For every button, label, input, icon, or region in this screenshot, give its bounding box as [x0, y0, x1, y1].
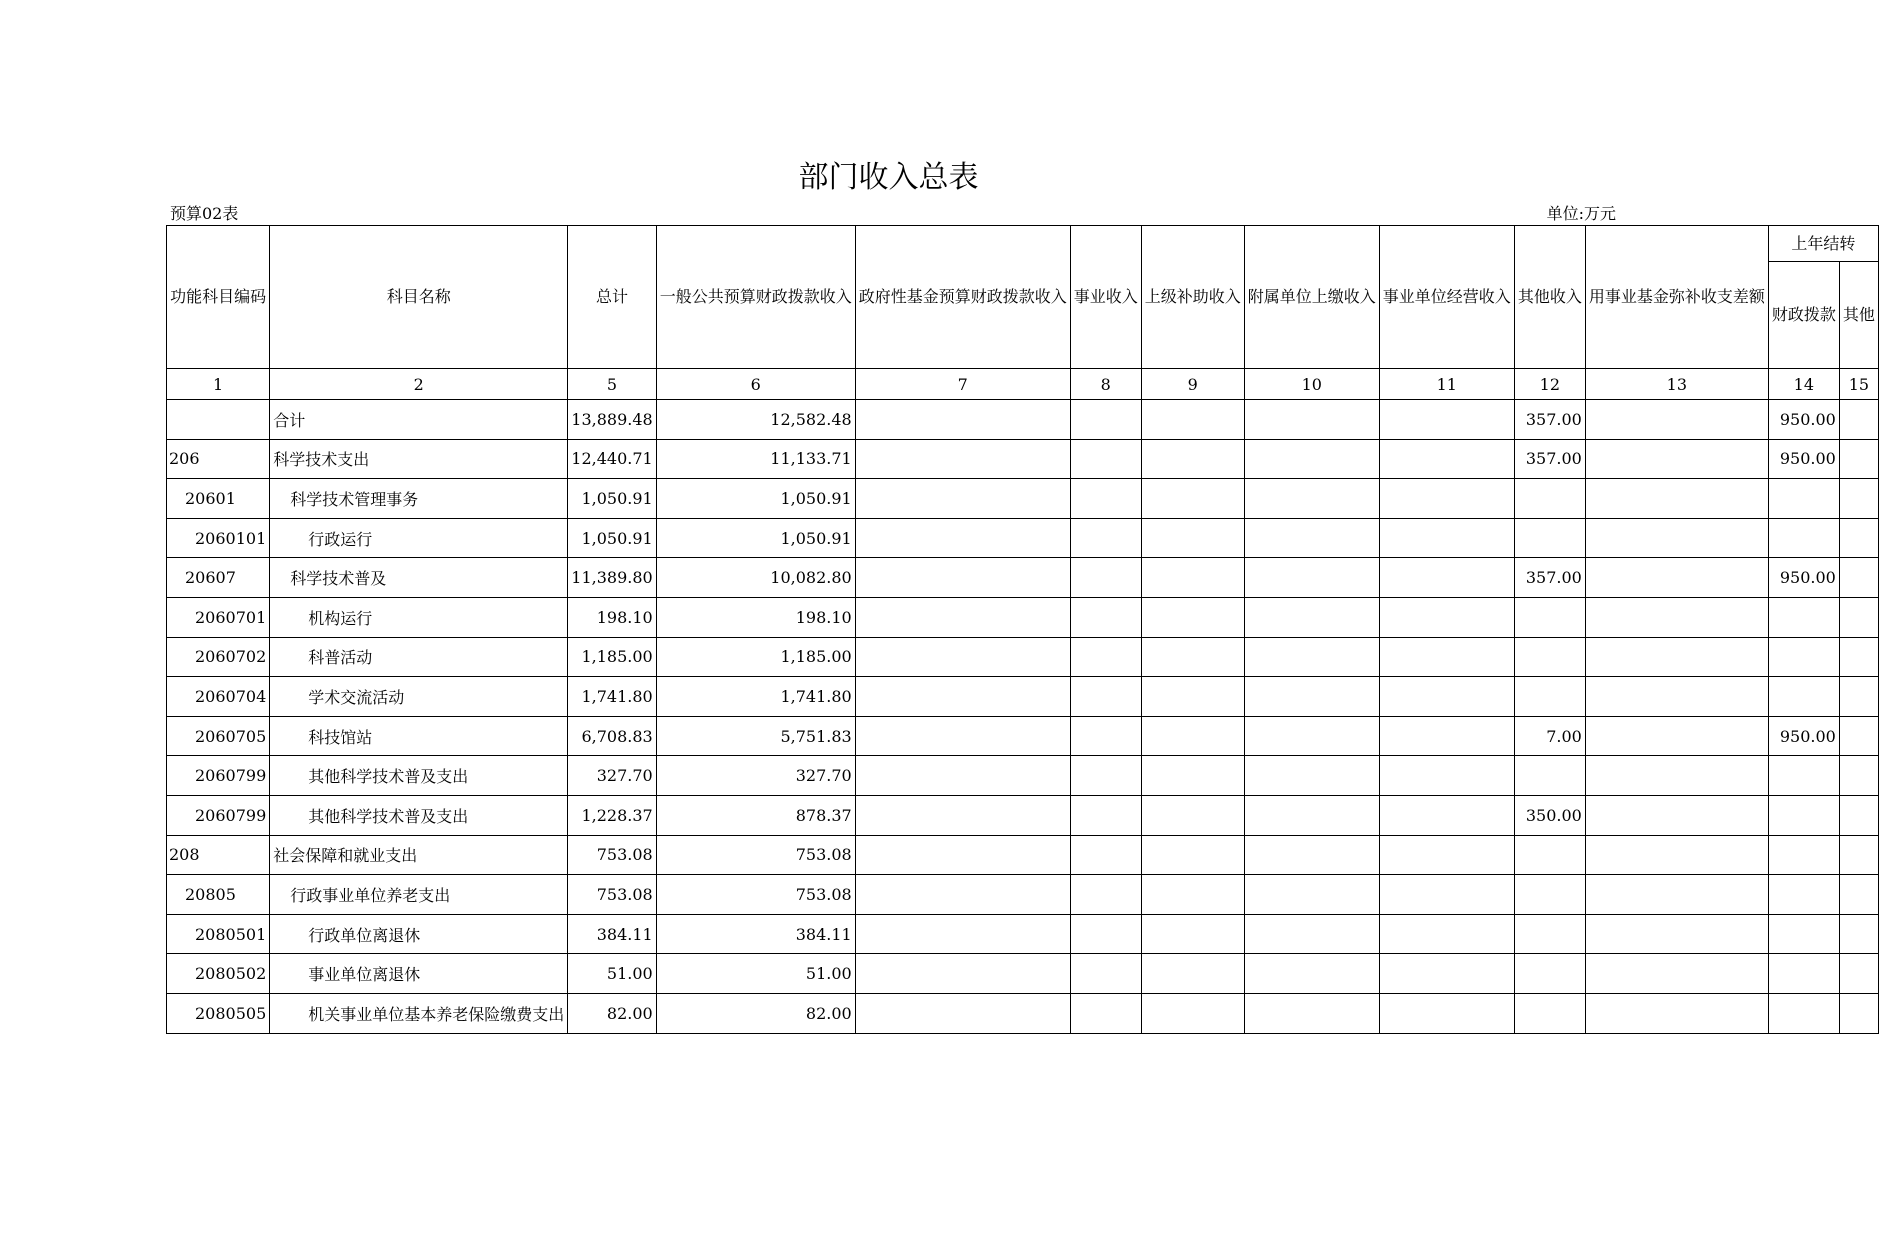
row-name: 其他科学技术普及支出: [270, 756, 568, 796]
cell-superior: [1141, 558, 1244, 598]
row-code: 206: [167, 439, 270, 479]
cell-other: [1514, 479, 1585, 519]
cell-gov-fund: [855, 439, 1070, 479]
cell-general: 1,050.91: [656, 479, 855, 519]
cell-general: 327.70: [656, 756, 855, 796]
header-superior-subsidy: 上级补助收入: [1141, 226, 1244, 369]
cell-other: [1514, 875, 1585, 915]
cell-carry-fiscal: [1768, 914, 1839, 954]
cell-superior: [1141, 795, 1244, 835]
column-number: 11: [1379, 369, 1514, 400]
row-name: 科学技术普及: [270, 558, 568, 598]
cell-other: [1514, 954, 1585, 994]
row-name: 其他科学技术普及支出: [270, 795, 568, 835]
cell-business: [1070, 518, 1141, 558]
row-name: 行政单位离退休: [270, 914, 568, 954]
row-name: 合计: [270, 400, 568, 440]
cell-operating: [1379, 914, 1514, 954]
cell-superior: [1141, 400, 1244, 440]
row-code: 20607: [167, 558, 270, 598]
row-code: 2060701: [167, 597, 270, 637]
cell-affiliated: [1244, 914, 1379, 954]
cell-business: [1070, 439, 1141, 479]
cell-carry-other: [1839, 439, 1878, 479]
cell-carry-fiscal: [1768, 954, 1839, 994]
table-header: [167, 226, 1879, 400]
table-row: [167, 716, 1879, 756]
row-name: 行政运行: [270, 518, 568, 558]
cell-carry-fiscal: 950.00: [1768, 558, 1839, 598]
cell-gov-fund: [855, 835, 1070, 875]
cell-total: 51.00: [568, 954, 656, 994]
cell-other: 357.00: [1514, 400, 1585, 440]
table-row: [167, 597, 1879, 637]
cell-fund-cover: [1585, 677, 1768, 717]
cell-fund-cover: [1585, 914, 1768, 954]
row-code: 2080502: [167, 954, 270, 994]
table-body: [167, 400, 1879, 1034]
column-number: 9: [1141, 369, 1244, 400]
cell-business: [1070, 479, 1141, 519]
cell-superior: [1141, 716, 1244, 756]
cell-other: 357.00: [1514, 558, 1585, 598]
table-row: [167, 954, 1879, 994]
cell-carry-other: [1839, 835, 1878, 875]
cell-carry-other: [1839, 795, 1878, 835]
cell-carry-fiscal: [1768, 875, 1839, 915]
cell-operating: [1379, 518, 1514, 558]
row-code: 2060799: [167, 795, 270, 835]
cell-affiliated: [1244, 400, 1379, 440]
table-row: [167, 518, 1879, 558]
cell-carry-other: [1839, 558, 1878, 598]
header-carryover-group: 上年结转: [1768, 226, 1878, 262]
cell-carry-other: [1839, 677, 1878, 717]
unit-label: 单位:万元: [1546, 204, 1616, 223]
row-code: 2060799: [167, 756, 270, 796]
cell-fund-cover: [1585, 637, 1768, 677]
cell-total: 327.70: [568, 756, 656, 796]
cell-superior: [1141, 914, 1244, 954]
cell-affiliated: [1244, 637, 1379, 677]
cell-business: [1070, 756, 1141, 796]
cell-general: 5,751.83: [656, 716, 855, 756]
column-number: 12: [1514, 369, 1585, 400]
table-row: [167, 795, 1879, 835]
income-summary-table: [166, 225, 1879, 1034]
cell-superior: [1141, 954, 1244, 994]
column-number-row: [167, 369, 1879, 400]
row-name: 行政事业单位养老支出: [270, 875, 568, 915]
cell-carry-fiscal: 950.00: [1768, 400, 1839, 440]
row-code: [167, 400, 270, 440]
header-other-income: 其他收入: [1514, 226, 1585, 369]
cell-general: 878.37: [656, 795, 855, 835]
cell-affiliated: [1244, 518, 1379, 558]
cell-carry-other: [1839, 914, 1878, 954]
header-name: 科目名称: [270, 226, 568, 369]
cell-general: 12,582.48: [656, 400, 855, 440]
cell-superior: [1141, 875, 1244, 915]
cell-fund-cover: [1585, 954, 1768, 994]
cell-operating: [1379, 637, 1514, 677]
table-row: [167, 914, 1879, 954]
row-name: 机关事业单位基本养老保险缴费支出: [270, 993, 568, 1033]
header-total: 总计: [568, 226, 656, 369]
cell-carry-fiscal: 950.00: [1768, 716, 1839, 756]
cell-other: [1514, 835, 1585, 875]
row-name: 社会保障和就业支出: [270, 835, 568, 875]
cell-gov-fund: [855, 597, 1070, 637]
header-gov-fund: 政府性基金预算财政拨款收入: [855, 226, 1070, 369]
cell-business: [1070, 716, 1141, 756]
cell-carry-other: [1839, 597, 1878, 637]
header-carryover-other: 其他: [1839, 262, 1878, 369]
cell-carry-fiscal: [1768, 756, 1839, 796]
cell-other: [1514, 756, 1585, 796]
cell-operating: [1379, 597, 1514, 637]
cell-general: 753.08: [656, 875, 855, 915]
cell-other: [1514, 637, 1585, 677]
cell-general: 753.08: [656, 835, 855, 875]
cell-carry-fiscal: [1768, 835, 1839, 875]
cell-carry-fiscal: [1768, 479, 1839, 519]
cell-gov-fund: [855, 954, 1070, 994]
cell-other: [1514, 597, 1585, 637]
cell-gov-fund: [855, 993, 1070, 1033]
cell-business: [1070, 993, 1141, 1033]
cell-total: 6,708.83: [568, 716, 656, 756]
cell-other: 350.00: [1514, 795, 1585, 835]
cell-carry-fiscal: [1768, 637, 1839, 677]
row-name: 学术交流活动: [270, 677, 568, 717]
cell-superior: [1141, 993, 1244, 1033]
table-row: [167, 993, 1879, 1033]
cell-superior: [1141, 637, 1244, 677]
cell-total: 1,228.37: [568, 795, 656, 835]
cell-business: [1070, 677, 1141, 717]
cell-gov-fund: [855, 756, 1070, 796]
cell-business: [1070, 637, 1141, 677]
form-code-label: 预算02表: [170, 204, 239, 223]
cell-affiliated: [1244, 558, 1379, 598]
cell-fund-cover: [1585, 716, 1768, 756]
row-code: 2060704: [167, 677, 270, 717]
cell-business: [1070, 875, 1141, 915]
cell-general: 82.00: [656, 993, 855, 1033]
row-code: 20805: [167, 875, 270, 915]
page-title: 部门收入总表: [798, 160, 979, 195]
table-row: [167, 875, 1879, 915]
cell-total: 82.00: [568, 993, 656, 1033]
cell-general: 11,133.71: [656, 439, 855, 479]
cell-other: 7.00: [1514, 716, 1585, 756]
cell-total: 198.10: [568, 597, 656, 637]
row-code: 2060705: [167, 716, 270, 756]
cell-business: [1070, 558, 1141, 598]
cell-operating: [1379, 875, 1514, 915]
cell-operating: [1379, 993, 1514, 1033]
cell-general: 1,741.80: [656, 677, 855, 717]
cell-operating: [1379, 479, 1514, 519]
cell-affiliated: [1244, 756, 1379, 796]
cell-affiliated: [1244, 597, 1379, 637]
cell-carry-other: [1839, 518, 1878, 558]
header-fund-cover: 用事业基金弥补收支差额: [1585, 226, 1768, 369]
cell-total: 384.11: [568, 914, 656, 954]
header-operating-income: 事业单位经营收入: [1379, 226, 1514, 369]
column-number: 14: [1768, 369, 1839, 400]
cell-affiliated: [1244, 993, 1379, 1033]
cell-superior: [1141, 677, 1244, 717]
cell-business: [1070, 914, 1141, 954]
header-business-income: 事业收入: [1070, 226, 1141, 369]
row-name: 科普活动: [270, 637, 568, 677]
cell-total: 1,741.80: [568, 677, 656, 717]
cell-business: [1070, 835, 1141, 875]
cell-business: [1070, 795, 1141, 835]
cell-business: [1070, 597, 1141, 637]
cell-fund-cover: [1585, 875, 1768, 915]
cell-carry-fiscal: [1768, 795, 1839, 835]
cell-total: 11,389.80: [568, 558, 656, 598]
column-number: 6: [656, 369, 855, 400]
cell-superior: [1141, 756, 1244, 796]
cell-business: [1070, 400, 1141, 440]
column-number: 13: [1585, 369, 1768, 400]
header-affiliated-income: 附属单位上缴收入: [1244, 226, 1379, 369]
cell-carry-other: [1839, 716, 1878, 756]
cell-total: 12,440.71: [568, 439, 656, 479]
cell-affiliated: [1244, 479, 1379, 519]
cell-affiliated: [1244, 835, 1379, 875]
cell-carry-fiscal: [1768, 677, 1839, 717]
cell-carry-other: [1839, 875, 1878, 915]
header-general-budget: 一般公共预算财政拨款收入: [656, 226, 855, 369]
cell-carry-other: [1839, 954, 1878, 994]
cell-gov-fund: [855, 677, 1070, 717]
row-code: 2060101: [167, 518, 270, 558]
cell-carry-fiscal: [1768, 518, 1839, 558]
cell-total: 753.08: [568, 835, 656, 875]
column-number: 8: [1070, 369, 1141, 400]
cell-operating: [1379, 954, 1514, 994]
cell-carry-other: [1839, 479, 1878, 519]
cell-fund-cover: [1585, 835, 1768, 875]
header-carryover-fiscal: 财政拨款: [1768, 262, 1839, 369]
cell-other: [1514, 914, 1585, 954]
cell-gov-fund: [855, 400, 1070, 440]
cell-gov-fund: [855, 558, 1070, 598]
row-name: 事业单位离退休: [270, 954, 568, 994]
cell-carry-fiscal: [1768, 993, 1839, 1033]
table-row: [167, 835, 1879, 875]
cell-gov-fund: [855, 795, 1070, 835]
row-name: 机构运行: [270, 597, 568, 637]
cell-operating: [1379, 400, 1514, 440]
cell-gov-fund: [855, 914, 1070, 954]
cell-operating: [1379, 795, 1514, 835]
row-code: 208: [167, 835, 270, 875]
cell-total: 1,050.91: [568, 479, 656, 519]
cell-affiliated: [1244, 677, 1379, 717]
cell-superior: [1141, 518, 1244, 558]
cell-gov-fund: [855, 637, 1070, 677]
cell-carry-other: [1839, 993, 1878, 1033]
table-row: [167, 439, 1879, 479]
cell-superior: [1141, 439, 1244, 479]
row-name: 科技馆站: [270, 716, 568, 756]
cell-fund-cover: [1585, 795, 1768, 835]
cell-affiliated: [1244, 795, 1379, 835]
cell-gov-fund: [855, 875, 1070, 915]
cell-gov-fund: [855, 716, 1070, 756]
cell-gov-fund: [855, 518, 1070, 558]
column-number: 10: [1244, 369, 1379, 400]
cell-carry-fiscal: 950.00: [1768, 439, 1839, 479]
cell-superior: [1141, 597, 1244, 637]
row-code: 2080505: [167, 993, 270, 1033]
cell-operating: [1379, 439, 1514, 479]
cell-carry-fiscal: [1768, 597, 1839, 637]
table-row: [167, 677, 1879, 717]
cell-fund-cover: [1585, 993, 1768, 1033]
cell-gov-fund: [855, 479, 1070, 519]
column-number: 7: [855, 369, 1070, 400]
cell-fund-cover: [1585, 479, 1768, 519]
row-code: 20601: [167, 479, 270, 519]
row-code: 2080501: [167, 914, 270, 954]
column-number: 2: [270, 369, 568, 400]
cell-affiliated: [1244, 716, 1379, 756]
cell-fund-cover: [1585, 756, 1768, 796]
cell-general: 384.11: [656, 914, 855, 954]
column-number: 5: [568, 369, 656, 400]
cell-operating: [1379, 835, 1514, 875]
table-row: [167, 400, 1879, 440]
cell-other: [1514, 993, 1585, 1033]
table-row: [167, 479, 1879, 519]
column-number: 15: [1839, 369, 1878, 400]
cell-general: 1,185.00: [656, 637, 855, 677]
table-row: [167, 756, 1879, 796]
cell-operating: [1379, 558, 1514, 598]
cell-other: [1514, 518, 1585, 558]
cell-general: 51.00: [656, 954, 855, 994]
row-name: 科学技术支出: [270, 439, 568, 479]
cell-carry-other: [1839, 400, 1878, 440]
table-row: [167, 637, 1879, 677]
cell-general: 198.10: [656, 597, 855, 637]
cell-total: 1,050.91: [568, 518, 656, 558]
cell-general: 1,050.91: [656, 518, 855, 558]
row-code: 2060702: [167, 637, 270, 677]
cell-fund-cover: [1585, 439, 1768, 479]
cell-other: [1514, 677, 1585, 717]
cell-operating: [1379, 756, 1514, 796]
header-code: 功能科目编码: [167, 226, 270, 369]
cell-total: 1,185.00: [568, 637, 656, 677]
cell-operating: [1379, 716, 1514, 756]
cell-fund-cover: [1585, 518, 1768, 558]
cell-affiliated: [1244, 875, 1379, 915]
cell-fund-cover: [1585, 400, 1768, 440]
cell-other: 357.00: [1514, 439, 1585, 479]
cell-fund-cover: [1585, 558, 1768, 598]
cell-general: 10,082.80: [656, 558, 855, 598]
cell-superior: [1141, 479, 1244, 519]
cell-affiliated: [1244, 439, 1379, 479]
cell-superior: [1141, 835, 1244, 875]
cell-carry-other: [1839, 637, 1878, 677]
cell-carry-other: [1839, 756, 1878, 796]
cell-fund-cover: [1585, 597, 1768, 637]
row-name: 科学技术管理事务: [270, 479, 568, 519]
cell-total: 753.08: [568, 875, 656, 915]
cell-business: [1070, 954, 1141, 994]
cell-affiliated: [1244, 954, 1379, 994]
column-number: 1: [167, 369, 270, 400]
cell-operating: [1379, 677, 1514, 717]
table-row: [167, 558, 1879, 598]
cell-total: 13,889.48: [568, 400, 656, 440]
